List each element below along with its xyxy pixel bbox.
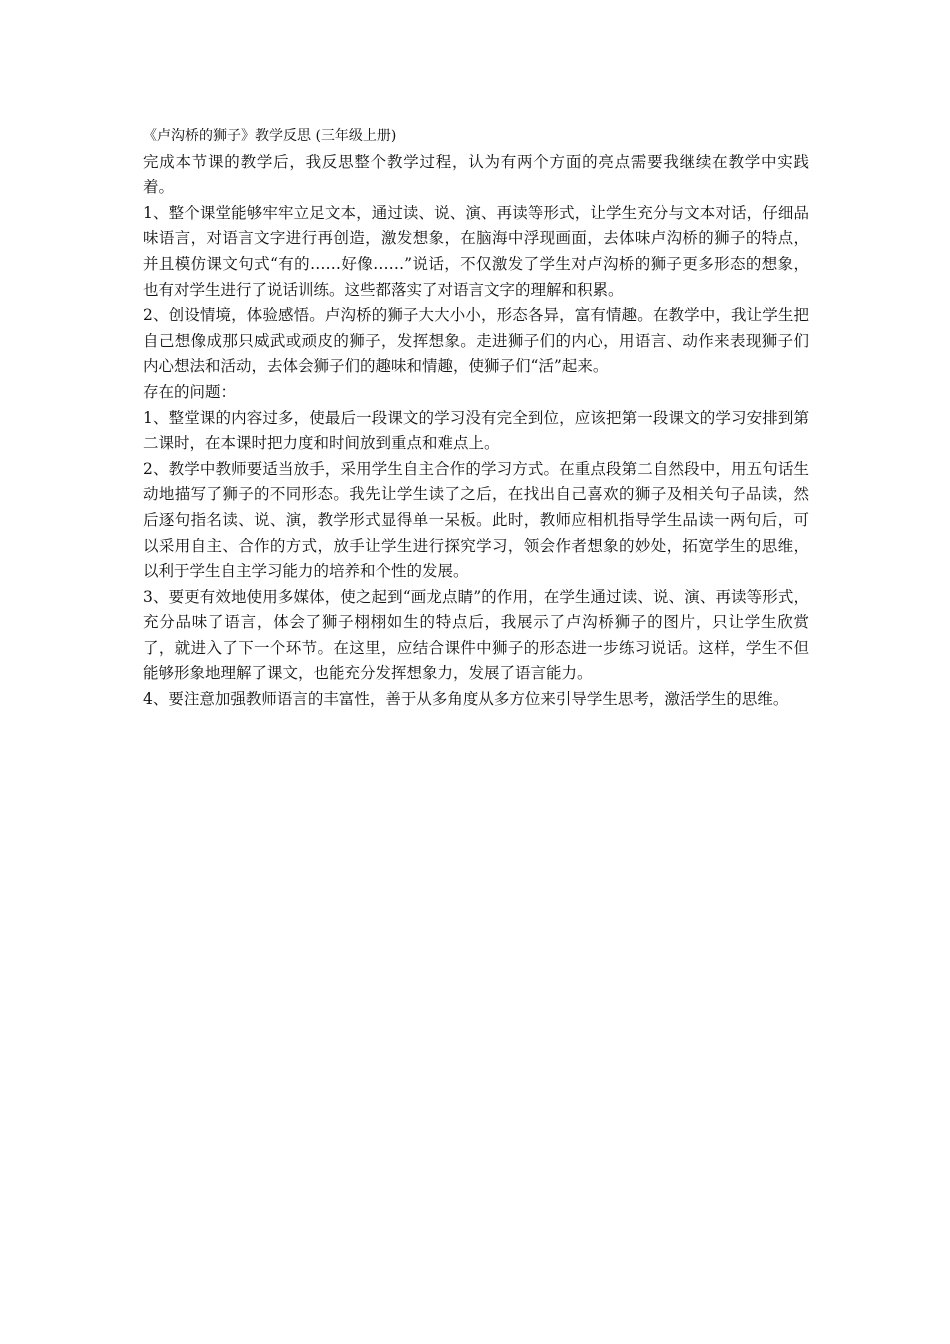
problem-paragraph-4: 4、要注意加强教师语言的丰富性，善于从多角度从多方位来引导学生思考，激活学生的思维。 (143, 690, 789, 709)
problem-paragraph-1: 1、整堂课的内容过多，使最后一段课文的学习没有完全到位，应该把第一段课文的学习安排到第二课时，在本课时把力度和时间放到重点和难点上。 (143, 408, 809, 453)
problems-heading: 存在的问题： (143, 382, 237, 401)
document-title: 《卢沟桥的狮子》教学反思 (三年级上册) (143, 128, 397, 144)
document-body (143, 124, 809, 713)
highlight-paragraph-1: 1、整个课堂能够牢牢立足文本，通过读、说、演、再读等形式，让学生充分与文本对话，仔细品味语言，对语言文字进行再创造，激发想象，在脑海中浮现画面，去体味卢沟桥的狮子的特点，并且模仿课文句式“有的……好像……”说话，不仅激发了学生对卢沟桥的狮子更多形态的想象，也有对学生进行了说话训练。这些都落实了对语言文字的理解和积累。 (143, 203, 809, 299)
highlight-paragraph-2: 2、创设情境，体验感悟。卢沟桥的狮子大大小小，形态各异，富有情趣。在教学中，我让学生把自己想像成那只威武或顽皮的狮子，发挥想象。走进狮子们的内心，用语言、动作来表现狮子们内心想法和活动，去体会狮子们的趣味和情趣，使狮子们“活”起来。 (143, 306, 809, 376)
problem-paragraph-3: 3、要更有效地使用多媒体，使之起到“画龙点睛”的作用，在学生通过读、说、演、再读等形式，充分品味了语言，体会了狮子栩栩如生的特点后，我展示了卢沟桥狮子的图片，只让学生欣赏了，就进入了下一个环节。在这里，应结合课件中狮子的形态进一步练习说话。这样，学生不但能够形象地理解了课文，也能充分发挥想象力，发展了语言能力。 (143, 587, 809, 683)
problem-paragraph-2: 2、教学中教师要适当放手，采用学生自主合作的学习方式。在重点段第二自然段中，用五句话生动地描写了狮子的不同形态。我先让学生读了之后，在找出自己喜欢的狮子及相关句子品读，然后逐句指名读、说、演，教学形式显得单一呆板。此时，教师应相机指导学生品读一两句后，可以采用自主、合作的方式，放手让学生进行探究学习，领会作者想象的妙处，拓宽学生的思维，以利于学生自主学习能力的培养和个性的发展。 (143, 459, 809, 581)
intro-paragraph: 完成本节课的教学后，我反思整个教学过程，认为有两个方面的亮点需要我继续在教学中实践着。 (143, 152, 809, 197)
